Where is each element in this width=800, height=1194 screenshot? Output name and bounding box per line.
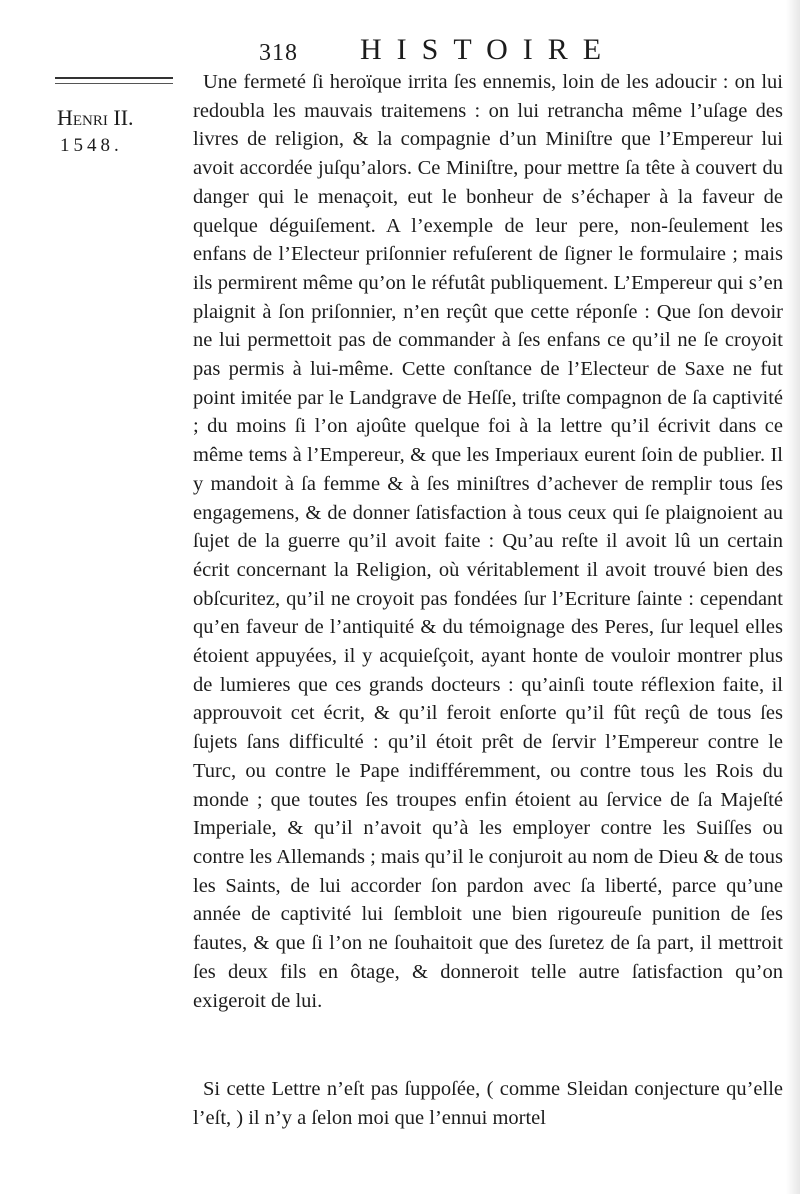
margin-note-year: 1548.	[60, 135, 123, 156]
page-number: 318	[259, 40, 298, 66]
margin-rule	[55, 77, 173, 84]
body-paragraph-continuation: Si cette Lettre n’eſt pas ſuppoſée, ( comme Sleidan conjecture qu’elle l’eſt, ) il n’y a ſelon moi que l’ennui mortel	[193, 1078, 783, 1129]
running-head: HISTOIRE	[360, 33, 617, 66]
margin-note	[57, 104, 182, 160]
page-edge-shadow	[786, 0, 800, 1194]
margin-note-name: Henri II.	[57, 105, 134, 130]
body-paragraph: Une fermeté ſi heroïque irrita ſes ennemis, loin de les adoucir : on lui redoubla les mauvais traitemens : on lui retrancha même l’uſage des livres de religion, & la compagnie d’un Miniſtre que l’Empereur lui avoit accordée juſqu’alors. Ce Miniſtre, pour mettre ſa tête à couvert du danger qui le menaçoit, eut le bonheur de s’échaper à la faveur de quelque déguiſement. A l’exemple de leur pere, non-ſeulement les enfans de l’Electeur priſonnier refuſerent de ſigner le formulaire ; mais ils permirent même qu’on le réfutât publiquement. L’Empereur qui s’en plaignit à ſon priſonnier, n’en reçût que cette réponſe : Que ſon devoir ne lui permettoit pas de commander à ſes enfans ce qu’il ne ſe croyoit pas permis à lui-même. Cette conſtance de l’Electeur de Saxe ne fut point imitée par le Landgrave de Heſſe, triſte compagnon de ſa captivité ; du moins ſi l’on ajoûte quelque foi à la lettre qu’il écrivit dans ce même tems à l’Empereur, & que les Imperiaux eurent ſoin de publier. Il y mandoit à ſa femme & à ſes miniſtres d’achever de remplir tous ſes engagemens, & de donner ſatisfaction à tous ceux qui ſe plaignoient au ſujet de la guerre qu’il avoit faite : Qu’au reſte il avoit lû un certain écrit concernant la Religion, où véritablement il avoit trouvé bien des obſcuritez, qu’il ne croyoit pas fondées ſur l’Ecriture ſainte : cependant qu’en faveur de l’antiquité & du témoignage des Peres, ſur lequel elles étoient appuyées, il y acquieſçoit, ayant honte de vouloir montrer plus de lumieres que ces grands docteurs : qu’ainſi toute réflexion faite, il approuvoit cet écrit, & qu’il feroit enſorte qu’il fût reçû de tous ſes ſujets ſans difficulté : qu’il étoit prêt de ſervir l’Empereur contre le Turc, ou contre le Pape indifféremment, ou contre tous les Rois du monde ; que toutes ſes troupes enfin étoient au ſervice de ſa Majeſté Imperiale, & qu’il n’avoit qu’à les employer contre les Suiſſes ou contre les Allemands ; mais qu’il le conjuroit au nom de Dieu & de tous les Saints, de lui accorder ſon pardon avec ſa liberté, parce qu’une année de captivité lui ſembloit une bien rigoureuſe punition de ſes fautes, & que ſi l’on ne ſouhaitoit que des ſuretez de ſa part, il mettroit ſes deux fils en ôtage, & donneroit telle autre ſatisfaction qu’on exigeroit de lui.	[193, 71, 783, 1012]
